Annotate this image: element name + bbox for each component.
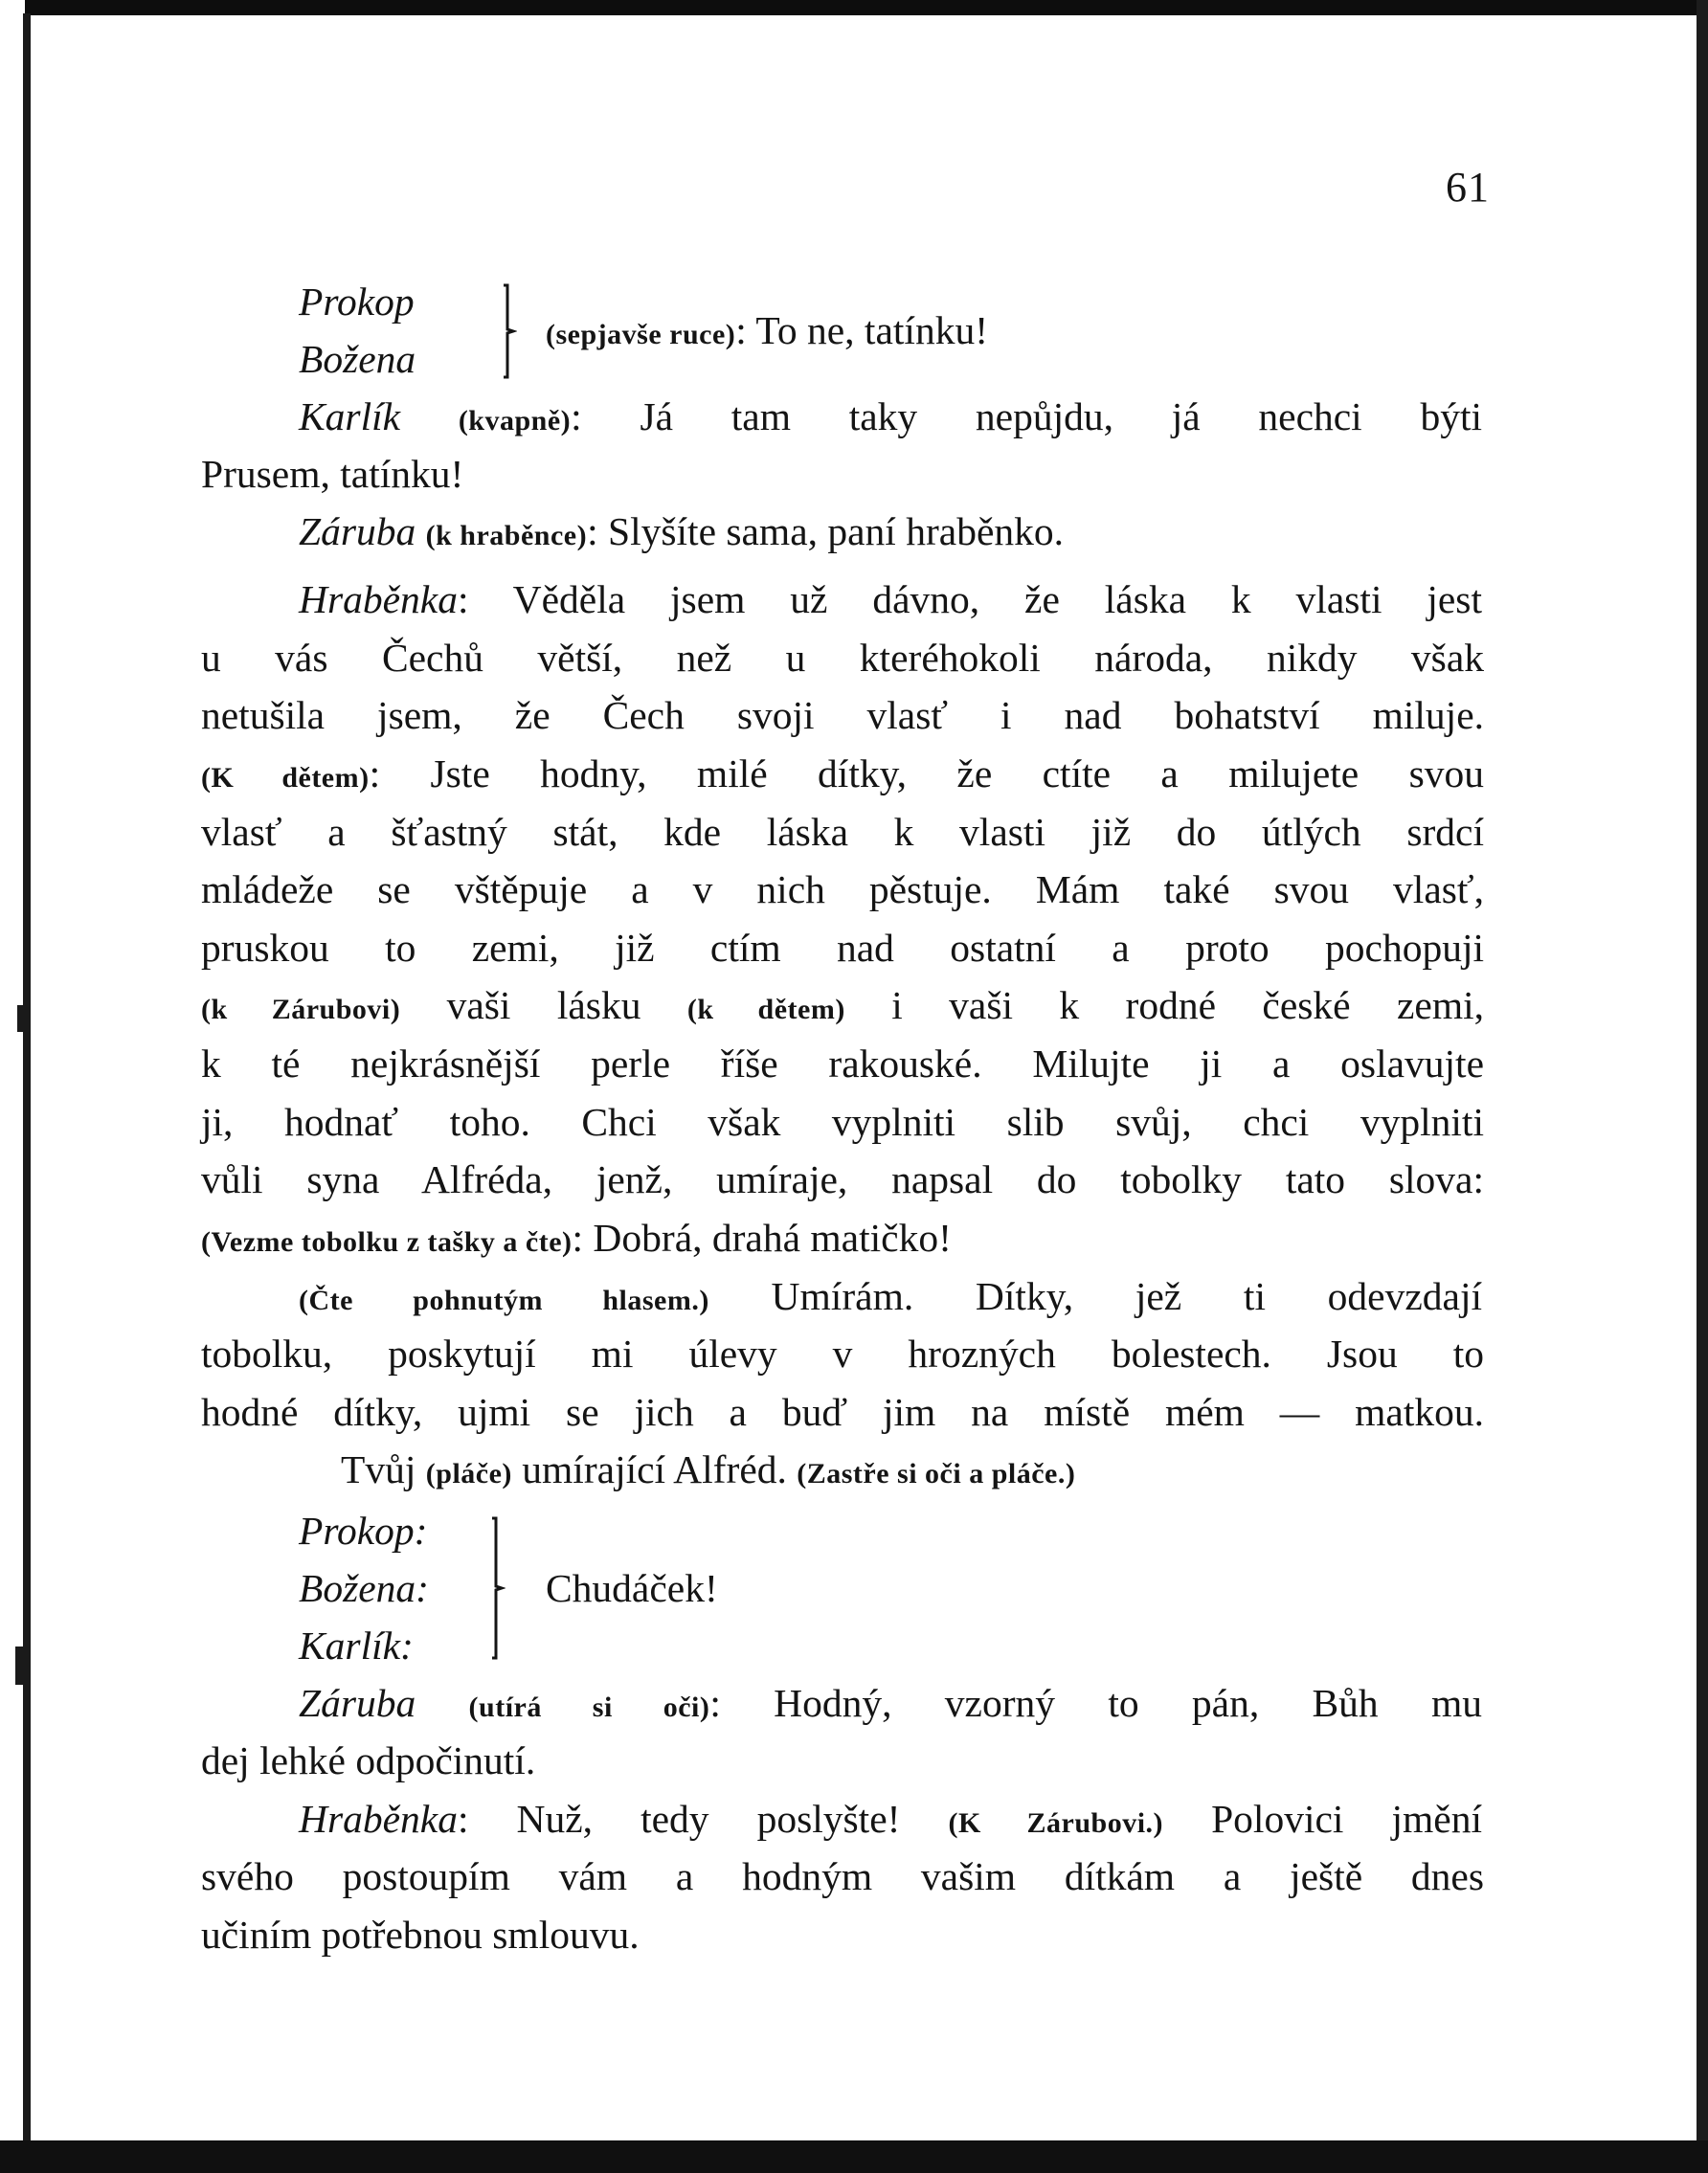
speaker-prokop: Prokop: (299, 1509, 428, 1553)
speech-text: : To ne, tatínku! (735, 308, 989, 352)
stage-direction: (kvapně) (458, 405, 572, 437)
dialogue-line (299, 387, 1482, 451)
dialogue-line: svého postoupím vám a hodným vašim dítkám a ještě dnes (201, 1854, 1484, 1898)
dialogue-line (299, 570, 1482, 629)
dialogue-line: učiním potřebnou smlouvu. (201, 1913, 640, 1957)
speech-text: : Já tam taky nepůjdu, já nechci býti (571, 394, 1483, 438)
speaker-bozena: Božena: (299, 1566, 429, 1610)
speech-text: Tvůj (341, 1447, 426, 1491)
dialogue-line: k té nejkrásnější perle říše rakouské. Milujte ji a oslavujte (201, 1042, 1484, 1086)
speech-text: Prusem, tatínku! (201, 452, 464, 496)
speech-text: : Nuž, tedy poslyšte! (457, 1797, 949, 1841)
dialogue-line (201, 444, 1484, 504)
dialogue-line: u vás Čechů větší, než u kteréhokoli národa, nikdy však (201, 636, 1484, 680)
stage-direction: (Zastře si oči a pláče.) (797, 1458, 1076, 1490)
speech-text: Chudáček! (546, 1566, 718, 1610)
dialogue-line (299, 1673, 1482, 1737)
stage-direction: (K Zárubovi.) (948, 1807, 1164, 1839)
speaker-hrabenka: Hraběnka (299, 577, 458, 621)
speech-text: vaši lásku (400, 983, 687, 1027)
speaker-karlik: Karlík: (299, 1624, 414, 1668)
dialogue-line (201, 975, 1484, 1040)
dialogue-line (201, 744, 1484, 808)
stage-direction: (k hraběnce) (425, 520, 588, 551)
dialogue-line: pruskou to zemi, již ctím nad ostatní a proto pochopuji (201, 926, 1484, 970)
dialogue-line (341, 1440, 1624, 1504)
dialogue-line: vůli syna Alfréda, jenž, umíraje, napsal do tobolky tato slova: (201, 1157, 1484, 1201)
scan-border-bottom (0, 2140, 1708, 2173)
speaker-karlik: Karlík (299, 394, 401, 438)
speech-text: : Jste hodny, milé dítky, že ctíte a milujete svou (369, 751, 1484, 795)
dialogue-line: tobolku, poskytují mi úlevy v hrozných bolestech. Jsou to (201, 1332, 1484, 1376)
binding-mark (15, 1647, 29, 1685)
dialogue-line: ji, hodnať toho. Chci však vyplniti slib svůj, chci vyplniti (201, 1100, 1484, 1144)
dialogue-line: vlasť a šťastný stát, kde láska k vlasti již do útlých srdcí (201, 810, 1484, 854)
stage-direction: (sepjavše ruce) (546, 319, 736, 350)
stage-direction: (K dětem) (201, 762, 370, 794)
stage-direction: (pláče) (425, 1458, 512, 1490)
speaker-zaruba: Záruba (299, 509, 416, 553)
dialogue-line (299, 1266, 1482, 1331)
dialogue-line (201, 1208, 1484, 1272)
binding-mark (17, 1005, 31, 1032)
scan-border-left (23, 13, 31, 2173)
speaker-group-brace (500, 283, 517, 379)
page-number: 61 (1446, 164, 1490, 211)
dialogue-line (299, 1789, 1482, 1853)
speech-text: : Hodný, vzorný to pán, Bůh mu (709, 1681, 1483, 1725)
speaker-zaruba: Záruba (299, 1681, 416, 1725)
scan-margin-left (0, 0, 25, 2173)
dialogue-line: mládeže se vštěpuje a v nich pěstuje. Mám také svou vlasť, (201, 867, 1484, 911)
speaker-bozena: Božena (299, 337, 416, 381)
stage-direction: (utírá si oči) (468, 1691, 710, 1723)
speaker-prokop: Prokop (299, 280, 415, 324)
stage-direction: (Čte pohnutým hlasem.) (299, 1285, 709, 1316)
dialogue-line: hodné dítky, ujmi se jich a buď jim na místě mém — matkou. (201, 1390, 1484, 1434)
stage-direction: (k dětem) (686, 994, 845, 1025)
dialogue-line: netušila jsem, že Čech svoji vlasť i nad bohatství miluje. (201, 693, 1484, 737)
speaker-group-brace (488, 1516, 506, 1660)
stage-direction: (Vezme tobolku z tašky a čte) (201, 1226, 573, 1258)
speech-text: : Slyšíte sama, paní hraběnko. (587, 509, 1064, 553)
speech-text: Polovici jmění (1163, 1797, 1482, 1841)
speech-text: : Věděla jsem už dávno, že láska k vlasti jest (457, 577, 1482, 621)
dialogue-line (299, 502, 1582, 566)
speech-text: i vaši k rodné české zemi, (844, 983, 1484, 1027)
dialogue-line (546, 301, 1708, 365)
speaker-hrabenka: Hraběnka (299, 1797, 458, 1841)
speech-text: umírající Alfréd. (511, 1447, 798, 1491)
scan-border-top (0, 0, 1708, 15)
stage-direction: (k Zárubovi) (201, 994, 401, 1025)
speech-text: : Dobrá, drahá matičko! (572, 1216, 952, 1260)
speech-text: Umírám. Dítky, jež ti odevzdají (708, 1274, 1483, 1318)
dialogue-line: dej lehké odpočinutí. (201, 1738, 536, 1782)
